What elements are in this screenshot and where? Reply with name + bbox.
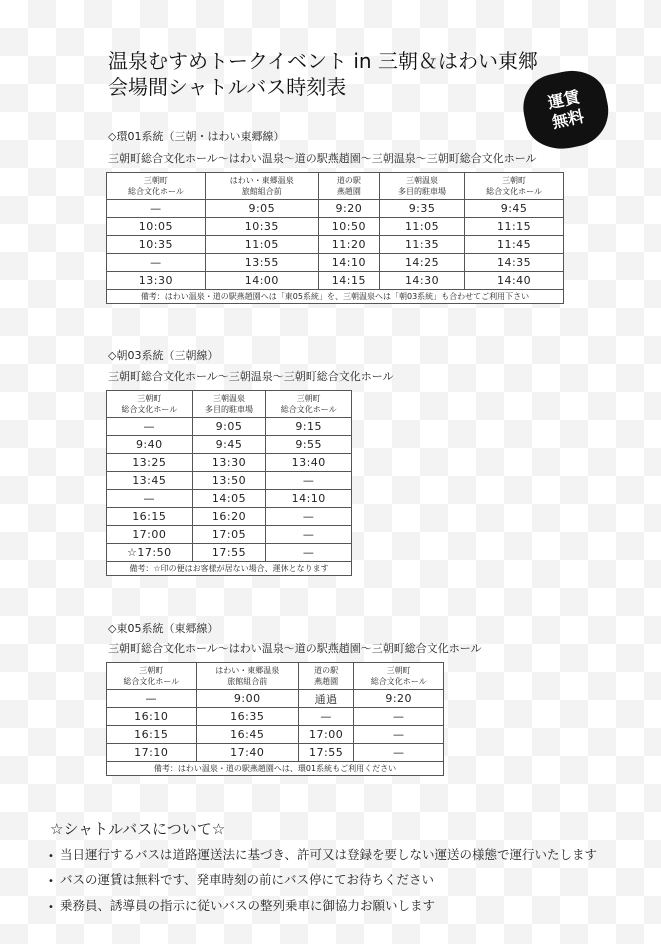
departure-time-cell: 10:35 (205, 218, 318, 236)
departure-time-cell: 11:20 (318, 236, 379, 254)
departure-time-cell: 10:35 (107, 236, 206, 254)
timetable-row (107, 526, 352, 544)
timetable-row (107, 200, 564, 218)
departure-time-cell: ☆17:50 (107, 544, 193, 562)
departure-time-cell: 14:15 (318, 272, 379, 290)
stop-header: 三朝町 総合文化ホール (107, 391, 193, 418)
timetable-note-row (107, 762, 444, 776)
departure-time-cell: 16:15 (107, 508, 193, 526)
departure-time-cell: — (354, 726, 444, 744)
departure-time-cell: 17:00 (107, 526, 193, 544)
timetable-note: 備考：はわい温泉・道の駅燕趙園へは、環01系統もご利用ください (107, 762, 444, 776)
departure-time-cell: 9:20 (318, 200, 379, 218)
departure-time-cell: 11:35 (379, 236, 464, 254)
departure-time-cell: 14:05 (192, 490, 266, 508)
departure-time-cell: — (107, 490, 193, 508)
departure-time-cell: 16:20 (192, 508, 266, 526)
departure-time-cell: 17:05 (192, 526, 266, 544)
departure-time-cell: 11:05 (379, 218, 464, 236)
stop-header: 道の駅 燕趙園 (298, 663, 353, 690)
title-line-1: 温泉むすめトークイベント in 三朝＆はわい東郷 (108, 49, 538, 73)
departure-time-cell: 17:55 (298, 744, 353, 762)
stop-header: 三朝町 総合文化ホール (465, 173, 564, 200)
departure-time-cell: — (107, 200, 206, 218)
departure-time-cell: 10:50 (318, 218, 379, 236)
departure-time-cell: 9:40 (107, 436, 193, 454)
departure-time-cell: 9:35 (379, 200, 464, 218)
shuttle-info-title: ☆シャトルバスについて☆ (50, 820, 226, 838)
timetable-row (107, 272, 564, 290)
departure-time-cell: 17:55 (192, 544, 266, 562)
stop-header: 道の駅 燕趙園 (318, 173, 379, 200)
shuttle-info-item: • バスの運賃は無料です、発車時刻の前にバス停にてお待ちください (48, 872, 435, 887)
timetable-row (107, 690, 444, 708)
timetable-row (107, 218, 564, 236)
departure-time-cell: 14:10 (318, 254, 379, 272)
shuttle-info-item: • 乗務員、誘導員の指示に従いバスの整列乗車に御協力お願いします (48, 898, 436, 913)
departure-time-cell: 11:45 (465, 236, 564, 254)
departure-time-cell: 14:10 (266, 490, 352, 508)
departure-time-cell: — (107, 254, 206, 272)
stop-header: はわい・東郷温泉 旅館組合前 (196, 663, 298, 690)
departure-time-cell: 16:10 (107, 708, 197, 726)
timetable-header-row (107, 173, 564, 200)
timetable-row (107, 236, 564, 254)
departure-time-cell: 14:35 (465, 254, 564, 272)
timetable-row (107, 744, 444, 762)
departure-time-cell: 9:45 (465, 200, 564, 218)
departure-time-cell: — (107, 418, 193, 436)
timetable-row (107, 418, 352, 436)
departure-time-cell: — (354, 744, 444, 762)
departure-time-cell: — (266, 526, 352, 544)
departure-time-cell: 14:40 (465, 272, 564, 290)
departure-time-cell: 9:15 (266, 418, 352, 436)
route2-path: 三朝町総合文化ホール～三朝温泉～三朝町総合文化ホール (108, 370, 394, 383)
departure-time-cell: 9:55 (266, 436, 352, 454)
stop-header: はわい・東郷温泉 旅館組合前 (205, 173, 318, 200)
departure-time-cell: 17:10 (107, 744, 197, 762)
departure-time-cell: 14:30 (379, 272, 464, 290)
page-title (108, 48, 538, 100)
departure-time-cell: 13:55 (205, 254, 318, 272)
stop-header: 三朝町 総合文化ホール (266, 391, 352, 418)
timetable-note-row (107, 562, 352, 576)
departure-time-cell: — (354, 708, 444, 726)
departure-time-cell: 16:35 (196, 708, 298, 726)
bullet-icon: • (48, 876, 54, 887)
departure-time-cell: 14:25 (379, 254, 464, 272)
route3-heading: ◇東05系統（東郷線） (108, 622, 219, 635)
departure-time-cell: 17:00 (298, 726, 353, 744)
timetable-row (107, 544, 352, 562)
departure-time-cell: 16:15 (107, 726, 197, 744)
route3-timetable (106, 662, 444, 776)
stop-header: 三朝町 総合文化ホール (354, 663, 444, 690)
badge-line-1: 運賃 (546, 87, 582, 113)
departure-time-cell: 9:00 (196, 690, 298, 708)
timetable-row (107, 490, 352, 508)
departure-time-cell: — (298, 708, 353, 726)
timetable-row (107, 454, 352, 472)
stop-header: 三朝町 総合文化ホール (107, 663, 197, 690)
departure-time-cell: 13:25 (107, 454, 193, 472)
departure-time-cell: 9:05 (192, 418, 266, 436)
timetable-header-row (107, 391, 352, 418)
departure-time-cell: 11:05 (205, 236, 318, 254)
title-line-2: 会場間シャトルバス時刻表 (108, 75, 347, 99)
stop-header: 三朝温泉 多目的駐車場 (379, 173, 464, 200)
bullet-icon: • (48, 851, 54, 862)
stop-header: 三朝町 総合文化ホール (107, 173, 206, 200)
departure-time-cell: 13:30 (107, 272, 206, 290)
shuttle-info-item: • 当日運行するバスは道路運送法に基づき、許可又は登録を要しない運送の様態で運行いたします (48, 847, 598, 862)
departure-time-cell: 13:30 (192, 454, 266, 472)
departure-time-cell: — (107, 690, 197, 708)
route2-timetable (106, 390, 352, 576)
departure-time-cell: 11:15 (465, 218, 564, 236)
departure-time-cell: 14:00 (205, 272, 318, 290)
timetable-row (107, 254, 564, 272)
timetable-note: 備考：☆印の便はお客様が居ない場合、運休となります (107, 562, 352, 576)
timetable-header-row (107, 663, 444, 690)
departure-time-cell: 9:20 (354, 690, 444, 708)
stop-header: 三朝温泉 多目的駐車場 (192, 391, 266, 418)
route2-heading: ◇朝03系統（三朝線） (108, 349, 219, 362)
route1-heading: ◇環01系統（三朝・はわい東郷線） (108, 130, 285, 143)
timetable-note-row (107, 290, 564, 304)
departure-time-cell: 17:40 (196, 744, 298, 762)
timetable-row (107, 708, 444, 726)
departure-time-cell: — (266, 508, 352, 526)
route3-path: 三朝町総合文化ホール～はわい温泉～道の駅燕趙園～三朝町総合文化ホール (108, 642, 482, 655)
departure-time-cell: — (266, 472, 352, 490)
timetable-row (107, 472, 352, 490)
departure-time-cell: 13:45 (107, 472, 193, 490)
route1-path: 三朝町総合文化ホール～はわい温泉～道の駅燕趙園～三朝温泉～三朝町総合文化ホール (108, 152, 537, 165)
departure-time-cell: — (266, 544, 352, 562)
route1-timetable (106, 172, 564, 304)
departure-time-cell: 9:45 (192, 436, 266, 454)
departure-time-cell: 13:50 (192, 472, 266, 490)
badge-line-2: 無料 (550, 106, 586, 132)
timetable-note: 備考：はわい温泉・道の駅燕趙園へは「東05系統」を、三朝温泉へは「朝03系統」も合わせてご利用下さい (107, 290, 564, 304)
bullet-icon: • (48, 902, 54, 913)
departure-time-cell: 9:05 (205, 200, 318, 218)
timetable-row (107, 508, 352, 526)
departure-time-cell: 13:40 (266, 454, 352, 472)
departure-time-cell: 10:05 (107, 218, 206, 236)
departure-time-cell: 16:45 (196, 726, 298, 744)
timetable-row (107, 436, 352, 454)
departure-time-cell: 通過 (298, 690, 353, 708)
timetable-row (107, 726, 444, 744)
